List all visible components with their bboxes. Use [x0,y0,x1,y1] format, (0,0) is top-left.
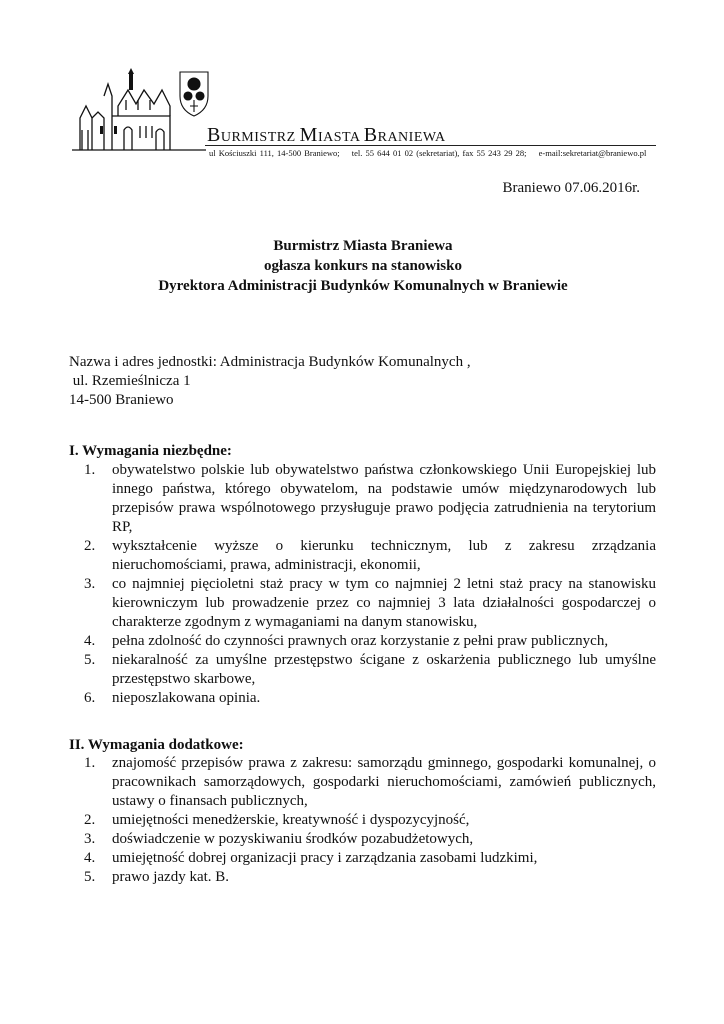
list-item: 6. nieposzlakowana opinia. [84,690,261,706]
required-list [84,461,656,708]
section-required-title: I. Wymagania niezbędne: [69,443,232,459]
section-additional-title: II. Wymagania dodatkowe: [69,737,244,753]
letterhead [70,66,656,158]
list-item: 1. znajomość przepisów prawa z zakresu: samorządu gminnego, gospodarki komunalnej, o pracownikach samorządowych, gospodarki nieruchomościami, zamówień publicznych, ustawy o finansach publicznych, [84,755,656,809]
list-item: 5. prawo jazdy kat. B. [84,869,230,885]
list-item: 5. niekaralność za umyślne przestępstwo ścigane z oskarżenia publicznego lub umyślne przestępstwo skarbowe, [84,652,656,687]
document-date: Braniewo 07.06.2016r. [502,180,640,196]
town-hall-and-coat-of-arms-logo [70,66,210,156]
letterhead-contact [209,148,655,158]
address-line-3: 14-500 Braniewo [69,392,174,408]
heading-line-2: ogłasza konkurs na stanowisko [264,258,462,274]
list-item: 3. doświadczenie w pozyskiwaniu środków pozabudżetowych, [84,831,474,847]
announcement-heading [70,236,656,296]
unit-address [69,353,471,410]
list-item: 1. obywatelstwo polskie lub obywatelstwo państwa członkowskiego Unii Europejskiej lub innego państwa, którego obywatelom, na podstawie umów międzynarodowych lub przepisów prawa wspólnotowego przysługuje prawo podjęcia zatrudnienia na terytorium RP, [84,462,656,535]
contact-phone: tel. 55 644 01 02 (sekretariat), fax 55 243 29 28; [351,148,527,158]
list-item: 2. umiejętności menedżerskie, kreatywność i dyspozycyjność, [84,812,470,828]
list-item: 4. umiejętność dobrej organizacji pracy i zarządzania zasobami ludzkimi, [84,850,538,866]
list-item: 4. pełna zdolność do czynności prawnych oraz korzystanie z pełni praw publicznych, [84,633,609,649]
additional-list [84,754,656,887]
letterhead-divider [205,145,656,146]
contact-email: e-mail:sekretariat@braniewo.pl [538,148,647,158]
contact-address: ul Kościuszki 111, 14-500 Braniewo; [209,148,340,158]
heading-line-1: Burmistrz Miasta Braniewa [273,238,453,254]
letterhead-org-name: BURMISTRZ MIASTA BRANIEWA [207,124,446,146]
list-item: 2. wykształcenie wyższe o kierunku technicznym, lub z zakresu zrządzania nieruchomościami, prawa, administracji, ekonomii, [84,538,656,573]
address-line-2: ul. Rzemieślnicza 1 [69,373,191,389]
list-item: 3. co najmniej pięcioletni staż pracy w tym co najmniej 2 letni staż pracy na stanowisku kierowniczym lub prowadzenie przez co najmniej 3 lata działalności gospodarczej o charakterze zgodnym z wymaganiami na danym stanowisku, [84,576,656,630]
heading-line-3: Dyrektora Administracji Budynków Komunalnych w Braniewie [158,278,568,294]
address-line-1: Nazwa i adres jednostki: Administracja Budynków Komunalnych , [69,354,471,370]
